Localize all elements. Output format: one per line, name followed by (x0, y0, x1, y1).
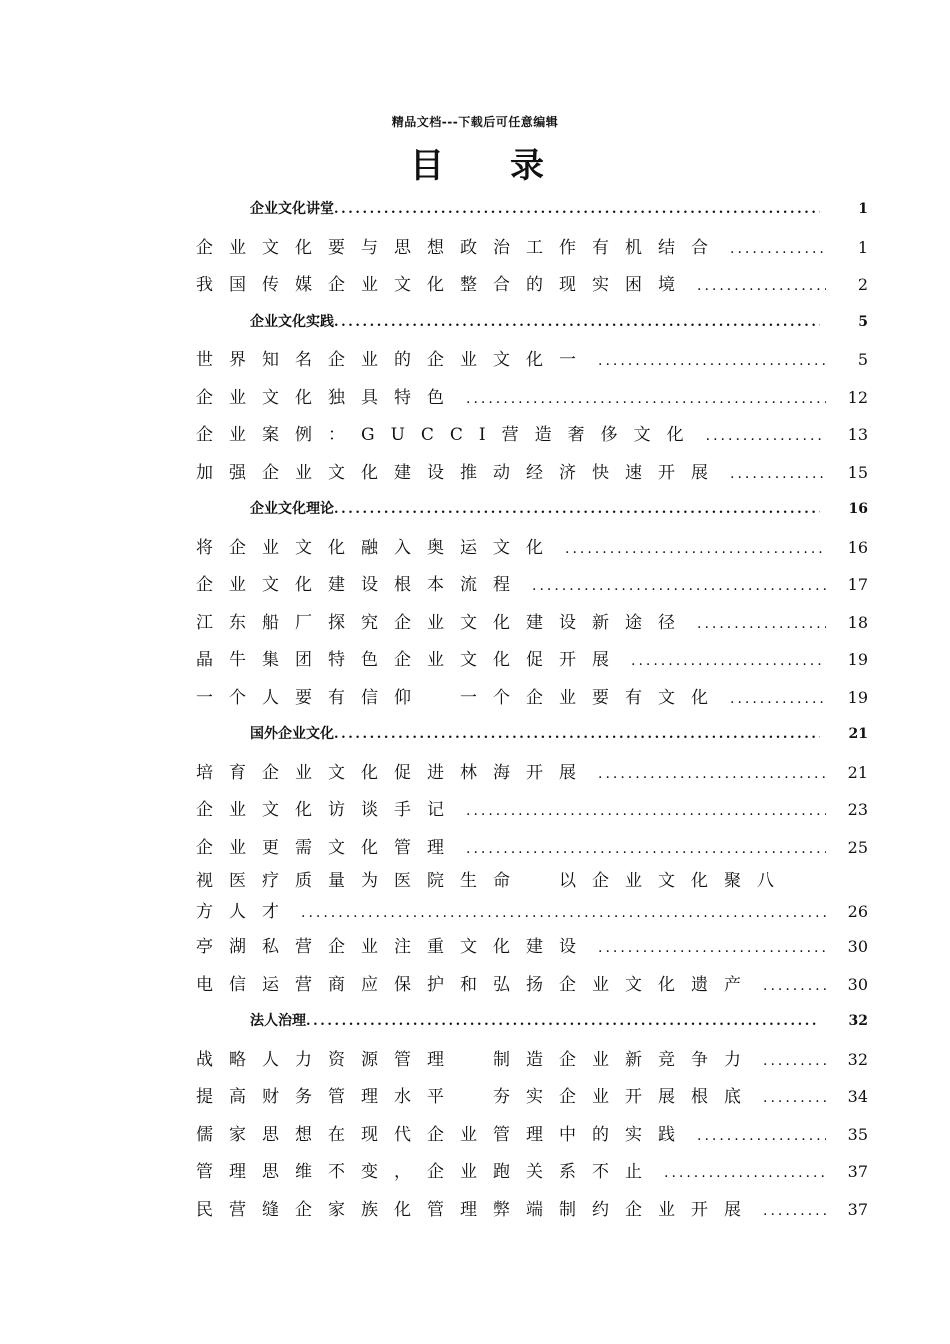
toc-item-title: 企业更需文化管理 (196, 837, 460, 858)
toc-item-title: 企业文化要与思想政治工作有机结合 (196, 237, 724, 258)
toc-page-number: 30 (847, 974, 868, 994)
toc-item-title: 视医疗质量为医院生命 以企业文化聚八 (196, 871, 790, 891)
toc-leader (306, 1003, 820, 1041)
toc-leader (724, 681, 826, 717)
toc-leader (691, 268, 826, 304)
toc-page-number: 12 (847, 387, 868, 407)
toc-item[interactable] (196, 754, 868, 792)
toc-leader (460, 381, 826, 417)
toc-item-title-continued: 方人才 (196, 902, 295, 922)
toc-page-number: 34 (847, 1087, 868, 1106)
toc-page-number: 32 (847, 1049, 868, 1069)
toc-section[interactable] (196, 304, 868, 342)
toc-page-number: 18 (847, 612, 868, 632)
toc-leader (757, 1193, 826, 1229)
toc-page-number: 30 (847, 937, 868, 956)
toc-item[interactable] (196, 1153, 868, 1191)
toc-section-title: 法人治理 (250, 1013, 306, 1029)
toc-section[interactable] (196, 191, 868, 229)
toc-leader (592, 930, 826, 966)
toc-item-title: 企业文化独具特色 (196, 387, 460, 408)
toc-leader (592, 756, 826, 792)
toc-item-title: 世界知名企业的企业文化一 (196, 350, 592, 370)
toc-item-title: 亭湖私营企业注重文化建设 (196, 937, 592, 957)
toc-leader (334, 191, 820, 229)
toc-leader (700, 418, 826, 454)
toc-leader (724, 231, 826, 267)
toc-leader (658, 1155, 826, 1191)
toc-leader (691, 1118, 826, 1154)
toc-item[interactable] (196, 416, 868, 454)
toc-item[interactable] (196, 641, 868, 679)
toc-section-title: 国外企业文化 (250, 726, 334, 742)
toc-item[interactable] (196, 791, 868, 829)
toc-item-title: 我国传媒企业文化整合的现实困境 (196, 275, 691, 295)
toc-leader (757, 1043, 826, 1079)
toc-page-number: 5 (857, 350, 868, 369)
toc-leader (334, 716, 820, 754)
toc-item-title: 电信运营商应保护和弘扬企业文化遗产 (196, 974, 757, 995)
toc-leader (334, 304, 820, 342)
toc-page-number: 19 (847, 687, 868, 707)
toc-item-title: 企业文化访谈手记 (196, 800, 460, 820)
toc-page-number: 5 (858, 313, 868, 330)
toc-item[interactable] (196, 829, 868, 867)
toc-page-number: 17 (847, 575, 868, 594)
toc-section[interactable] (196, 491, 868, 529)
toc-item[interactable] (196, 1078, 868, 1116)
toc-section-title: 企业文化讲堂 (250, 201, 334, 217)
toc-leader (625, 643, 826, 679)
toc-leader (295, 897, 826, 928)
toc-page-number: 16 (847, 537, 868, 557)
toc-leader (460, 831, 826, 867)
toc-item[interactable] (196, 529, 868, 567)
toc-item[interactable] (196, 1191, 868, 1229)
toc-item[interactable] (196, 566, 868, 604)
toc-page-number: 2 (857, 275, 868, 294)
table-of-contents (196, 191, 868, 1228)
toc-item-title: 加强企业文化建设推动经济快速开展 (196, 462, 724, 483)
toc-page-number: 1 (858, 201, 868, 217)
toc-page-number: 32 (848, 1013, 868, 1029)
toc-item-title: 江东船厂探究企业文化建设新途径 (196, 612, 691, 633)
toc-page-number: 37 (847, 1162, 868, 1181)
toc-item-title: 培育企业文化促进林海开展 (196, 762, 592, 783)
toc-page-number: 1 (857, 237, 868, 257)
toc-item-title: 民营缝企家族化管理弊端制约企业开展 (196, 1199, 757, 1220)
toc-item[interactable] (196, 604, 868, 642)
toc-item-title: 管理思维不变，企业跑关系不止 (196, 1162, 658, 1182)
toc-item[interactable] (196, 679, 868, 717)
toc-leader (757, 1080, 826, 1116)
toc-item-title: 一个人要有信仰 一个企业要有文化 (196, 687, 724, 708)
toc-item[interactable] (196, 266, 868, 304)
toc-item[interactable] (196, 341, 868, 379)
toc-leader (592, 343, 826, 379)
toc-leader (526, 568, 826, 604)
toc-item[interactable] (196, 928, 868, 966)
toc-page-number: 26 (847, 902, 868, 921)
toc-item-title: 儒家思想在现代企业管理中的实践 (196, 1124, 691, 1145)
toc-item[interactable] (196, 454, 868, 492)
toc-item[interactable] (196, 1116, 868, 1154)
toc-leader (757, 968, 826, 1004)
toc-item[interactable] (196, 379, 868, 417)
toc-item-title: 将企业文化融入奥运文化 (196, 537, 559, 558)
toc-item[interactable] (196, 229, 868, 267)
toc-page-number: 16 (848, 501, 868, 517)
page-header: 精品文档---下载后可任意编辑 (391, 115, 559, 129)
toc-item-title: 提高财务管理水平 夯实企业开展根底 (196, 1087, 757, 1107)
toc-page-number: 13 (847, 425, 868, 444)
toc-leader (691, 606, 826, 642)
toc-item-title: 晶牛集团特色企业文化促开展 (196, 650, 625, 670)
toc-leader (334, 491, 820, 529)
toc-leader (460, 793, 826, 829)
toc-item-title: 战略人力资源管理 制造企业新竞争力 (196, 1049, 757, 1070)
toc-page-number: 15 (847, 462, 868, 482)
toc-section[interactable] (196, 716, 868, 754)
toc-leader (559, 531, 826, 567)
toc-page-number: 23 (847, 800, 868, 819)
toc-page-number: 35 (847, 1124, 868, 1144)
toc-item-title: 企业文化建设根本流程 (196, 575, 526, 595)
toc-page-number: 21 (847, 762, 868, 782)
toc-section-title: 企业文化实践 (250, 313, 334, 330)
toc-item-title: 企业案例：GUCCI营造奢侈文化 (196, 425, 700, 445)
toc-page-number: 37 (847, 1199, 868, 1219)
toc-item[interactable] (196, 866, 868, 928)
toc-page-number: 21 (848, 726, 868, 742)
toc-item[interactable] (196, 966, 868, 1004)
toc-leader (724, 456, 826, 492)
page-title: 目录 (410, 146, 610, 186)
toc-page-number: 25 (847, 837, 868, 857)
toc-section[interactable] (196, 1003, 868, 1041)
toc-section-title: 企业文化理论 (250, 501, 334, 517)
toc-item[interactable] (196, 1041, 868, 1079)
toc-page-number: 19 (847, 650, 868, 669)
